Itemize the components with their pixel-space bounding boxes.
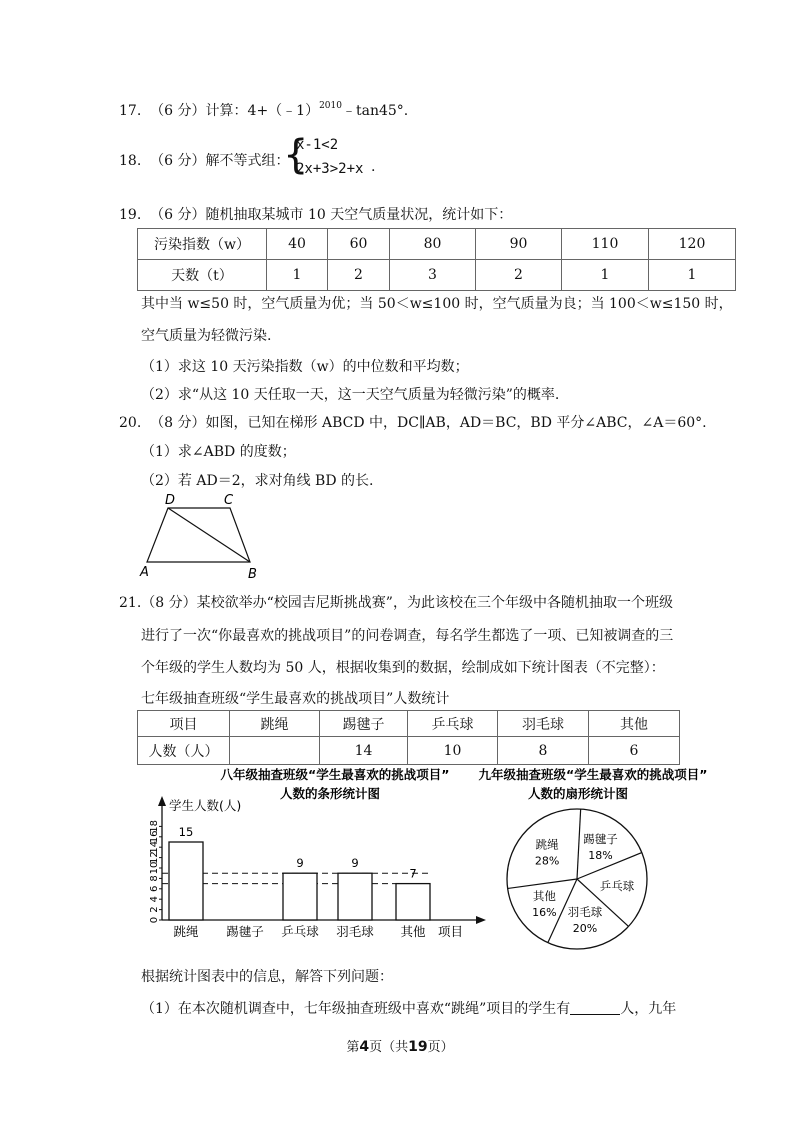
q19-number: 19.	[119, 207, 142, 223]
bar	[283, 873, 317, 920]
q18-number: 18.	[119, 153, 142, 169]
bar-value-label: 9	[351, 856, 359, 871]
q19-subquestion-2: （2）求“从这 10 天任取一天，这一天空气质量为轻微污染”的概率.	[141, 387, 560, 403]
y-tick-label: 4	[149, 896, 160, 903]
bar	[338, 873, 372, 920]
bar-chart-subtitle: 人数的条形统计图	[279, 786, 381, 801]
pie-slice-label: 踢毽子	[583, 831, 618, 846]
q20-number: 20.	[119, 415, 142, 431]
y-axis-arrow	[158, 796, 166, 806]
table-cell: 1	[267, 260, 328, 291]
pie-slice-percent: 28%	[534, 854, 560, 868]
answer-blank[interactable]	[570, 1000, 620, 1015]
category-label: 跳绳	[173, 924, 199, 939]
table-cell: 6	[589, 737, 680, 765]
question-21	[119, 592, 673, 612]
statistics-charts	[0, 760, 800, 950]
question-17	[119, 100, 408, 120]
q20-score: （8 分）	[150, 415, 206, 431]
pie-slice-percent: 20%	[572, 921, 598, 935]
q21-instruction: 根据统计图表中的信息，解答下列问题：	[141, 969, 393, 985]
table-cell: 14	[320, 737, 408, 765]
diagonal-bd	[168, 508, 250, 562]
table-cell: 80	[390, 229, 476, 260]
category-label: 羽毛球	[336, 924, 374, 939]
table-cell: 1	[562, 260, 649, 291]
table-cell: 2	[328, 260, 390, 291]
footer-total-pages: 19	[408, 1039, 428, 1055]
y-tick-label: 2	[149, 906, 160, 913]
q18-score: （6 分）	[150, 153, 206, 169]
category-label: 踢毽子	[226, 924, 264, 939]
q18-inequality-1: x-1<2	[296, 137, 339, 153]
vertex-label-c: C	[224, 493, 234, 508]
table-cell: 3	[390, 260, 476, 291]
trapezoid-outline	[147, 508, 250, 562]
grade8-bar-chart	[149, 767, 486, 939]
q19-score: （6 分）	[150, 207, 206, 223]
question-19	[119, 204, 512, 224]
q17-number: 17.	[119, 103, 142, 119]
footer-mid: 页（共	[369, 1040, 409, 1055]
q21-sub1-text: （1）在本次随机调查中，七年级抽查班级中喜欢“跳绳”项目的学生有	[141, 1001, 571, 1017]
pie-chart-title: 九年级抽查班级“学生最喜欢的挑战项目”	[478, 767, 708, 782]
vertex-label-a: A	[140, 565, 149, 580]
y-axis-label: 学生人数(人)	[169, 798, 242, 813]
table-cell: 90	[476, 229, 562, 260]
table-cell: 110	[562, 229, 649, 260]
q18-inequality-2: 2x+3>2+x	[296, 161, 364, 177]
q19-paragraph-2: 空气质量为轻微污染.	[141, 328, 272, 344]
table-cell: 其他	[589, 711, 680, 737]
table-cell: 1	[649, 260, 736, 291]
q20-subquestion-2: （2）若 AD＝2，求对角线 BD 的长.	[141, 473, 374, 489]
q18-text: 解不等式组：	[205, 153, 290, 169]
table-cell: 8	[498, 737, 589, 765]
y-tick-label: 0	[149, 916, 160, 924]
pie-slice-label: 羽毛球	[567, 904, 603, 919]
table-cell: 项目	[138, 711, 230, 737]
footer-post: 页）	[427, 1040, 454, 1055]
table-cell: 40	[267, 229, 328, 260]
y-tick-label: 18	[149, 820, 160, 833]
bar	[396, 884, 430, 920]
q19-data-table	[137, 228, 736, 291]
q17-score: （6 分）	[150, 103, 206, 119]
y-tick-label: 10	[149, 861, 160, 875]
table-cell: 60	[328, 229, 390, 260]
y-tick-label: 12	[149, 851, 160, 864]
table-cell: 乒乓球	[408, 711, 498, 737]
q21-number: 21.	[119, 595, 142, 611]
category-label: 其他	[400, 924, 426, 939]
pie-slice-percent: 18%	[588, 848, 613, 862]
table-cell: 羽毛球	[498, 711, 589, 737]
y-tick-label: 16	[149, 830, 160, 844]
y-tick-label: 14	[149, 840, 160, 854]
bar	[169, 842, 203, 920]
q21-score: （8 分）	[141, 595, 197, 611]
q17-tail: ﹣tan45°.	[341, 103, 409, 119]
question-18	[119, 150, 290, 170]
table-cell: 10	[408, 737, 498, 765]
q21-line-1: 某校欲举办“校园吉尼斯挑战赛”，为此该校在三个年级中各随机抽取一个班级	[196, 595, 673, 611]
footer-pre: 第	[346, 1040, 360, 1055]
pie-slice-percent: 16%	[532, 906, 557, 920]
pie-slice-label: 跳绳	[535, 837, 559, 852]
q21-line-3: 个年级的学生人数均为 50 人，根据收集到的数据，绘制成如下统计图表（不完整）：	[141, 660, 665, 676]
pie-chart-subtitle: 人数的扇形统计图	[527, 786, 629, 801]
table-cell: 120	[649, 229, 736, 260]
vertex-label-d: D	[165, 493, 176, 508]
q19-paragraph-1: 其中当 w≤50 时，空气质量为优；当 50＜w≤100 时，空气质量为良；当 100＜w≤150 时，	[141, 296, 733, 312]
pie-slice-label: 乒乓球	[599, 879, 635, 894]
q21-data-table	[137, 710, 680, 765]
bar-value-label: 7	[409, 866, 417, 881]
q21-subquestion-1	[141, 998, 676, 1018]
q21-table-title: 七年级抽查班级“学生最喜欢的挑战项目”人数统计	[141, 691, 450, 707]
trapezoid-figure	[130, 490, 270, 580]
table-cell: 污染指数（w）	[138, 229, 267, 260]
table-cell: 2	[476, 260, 562, 291]
q21-sub1-tail: 人，九年	[620, 1001, 677, 1017]
q17-exponent: 2010	[319, 101, 342, 111]
q17-text: 计算：4+（﹣1）	[205, 103, 320, 119]
pie-slice-label: 其他	[532, 889, 556, 904]
q21-line-2: 进行了一次“你最喜欢的挑战项目”的问卷调查，每名学生都选了一项、已知被调查的三	[141, 628, 674, 644]
category-label: 乒乓球	[281, 924, 319, 939]
y-tick-label: 8	[149, 875, 160, 882]
bar-chart-title: 八年级抽查班级“学生最喜欢的挑战项目”	[220, 767, 450, 782]
q18-period: .	[371, 159, 376, 175]
table-cell: 踢毽子	[320, 711, 408, 737]
x-axis-label: 项目	[438, 924, 464, 939]
q20-text: 如图，已知在梯形 ABCD 中，DC∥AB，AD＝BC，BD 平分∠ABC，∠A＝60°.	[205, 415, 707, 431]
grade9-pie-chart	[479, 767, 708, 949]
bar-value-label: 15	[178, 825, 194, 839]
table-cell: 人数（人）	[138, 737, 230, 765]
table-cell: 天数（t）	[138, 260, 267, 291]
bar-value-label: 9	[296, 856, 304, 871]
footer-page-number: 4	[359, 1039, 370, 1055]
page-footer	[0, 1036, 800, 1055]
question-20	[119, 412, 707, 432]
y-tick-label: 6	[149, 885, 160, 892]
x-axis-arrow	[476, 916, 486, 924]
q19-subquestion-1: （1）求这 10 天污染指数（w）的中位数和平均数；	[141, 359, 469, 375]
vertex-label-b: B	[248, 567, 257, 580]
q19-text: 随机抽取某城市 10 天空气质量状况，统计如下：	[205, 207, 513, 223]
q18-brace: {	[283, 132, 309, 178]
q20-subquestion-1: （1）求∠ABD 的度数；	[141, 444, 296, 460]
table-cell: 跳绳	[230, 711, 320, 737]
